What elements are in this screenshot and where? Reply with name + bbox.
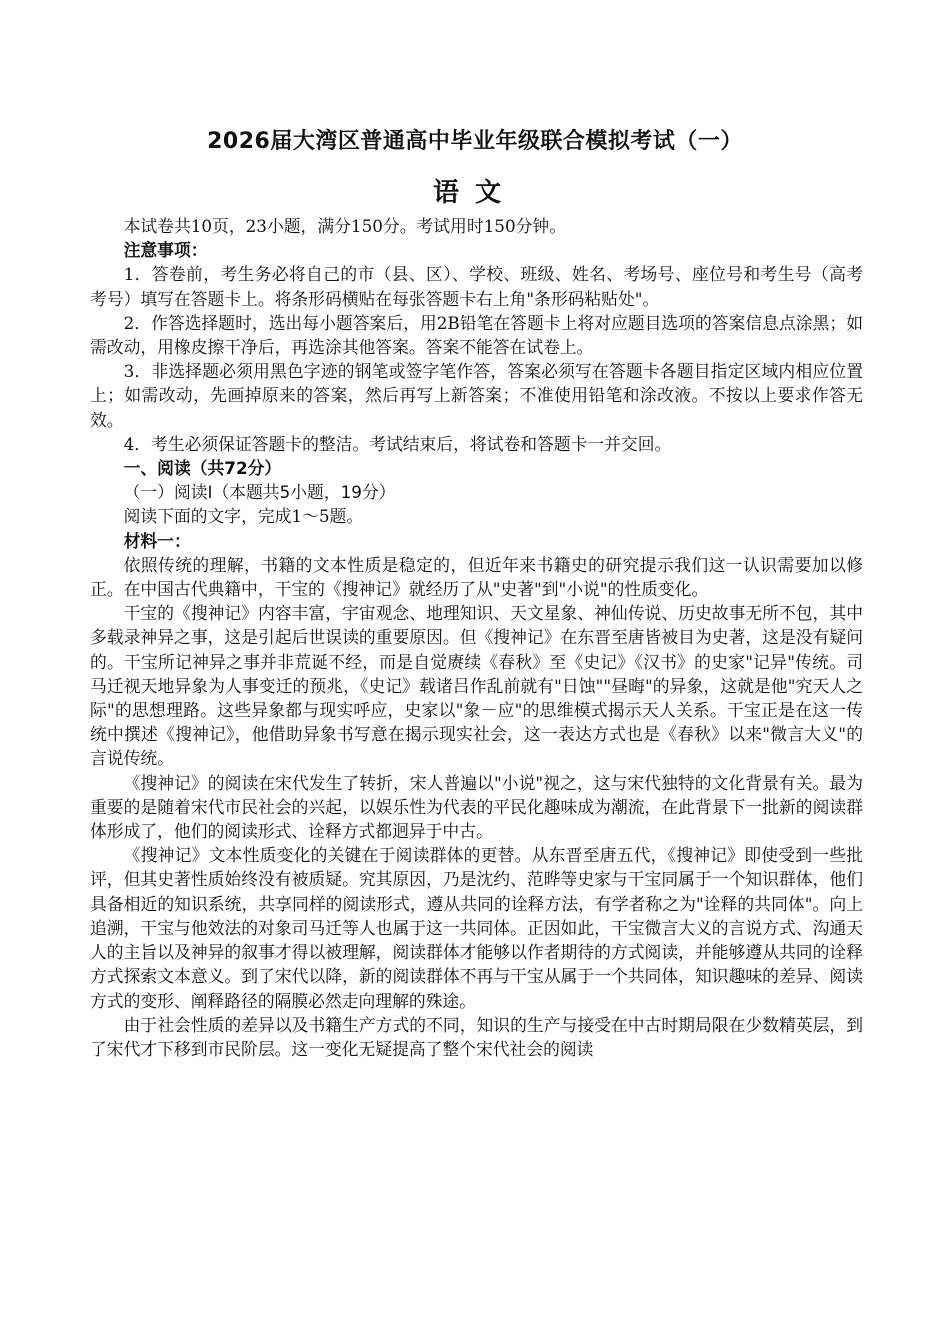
- notice-item-4: 4．考生必须保证答题卡的整洁。考试结束后，将试卷和答题卡一并交回。: [123, 433, 672, 454]
- material-paragraph: 干宝的《搜神记》内容丰富，宇宙观念、地理知识、天文星象、神仙传说、历史故事无所不包，其中多载录神异之事，这是引起后世误读的重要原因。但《搜神记》在东晋至唐皆被目为史著，这是没有疑问的。干宝所记神异之事并非荒诞不经，而是自觉赓续《春秋》至《史记》《汉书》的史家"记异"传统。司马迁视天地异象为人事变迁的预兆，《史记》载诸吕作乱前就有"日蚀""昼晦"的异象，这就是他"究天人之际"的思想理路。这些异象都与现实呼应，史家以"象－应"的思维模式揭示天人关系。干宝正是在这一传统中撰述《搜神记》，他借助异象书写意在揭示现实社会，这一表达方式也是《春秋》以来"微言大义"的言说传统。: [90, 603, 863, 769]
- material-paragraph: 《搜神记》的阅读在宋代发生了转折，宋人普遍以"小说"视之，这与宋代独特的文化背景有关。最为重要的是随着宋代市民社会的兴起，以娱乐性为代表的平民化趣味成为潮流，在此背景下一批新的阅读群体形成了，他们的阅读形式、诠释方式都迥异于中古。: [90, 772, 863, 842]
- material-paragraph: 由于社会性质的差异以及书籍生产方式的不同，知识的生产与接受在中古时期局限在少数精英层，到了宋代才下移到市民阶层。这一变化无疑提高了整个宋代社会的阅读: [90, 1014, 863, 1059]
- notice-item-3: 3．非选择题必须用黑色字迹的钢笔或签字笔作答，答案必须写在答题卡各题目指定区域内相应位置上；如需改动，先画掉原来的答案，然后再写上新答案；不准使用铅笔和涂改液。不按以上要求作答无效。: [90, 361, 863, 430]
- section-title: 一、阅读（共72分）: [123, 458, 282, 479]
- exam-summary: 本试卷共10页，23小题，满分150分。考试用时150分钟。: [123, 216, 566, 236]
- notice-item-2: 2．作答选择题时，选出每小题答案后，用2B铅笔在答题卡上将对应题目选项的答案信息点涂黑；如需改动，用橡皮擦干净后，再选涂其他答案。答案不能答在试卷上。: [90, 312, 863, 358]
- material-paragraph: 依照传统的理解，书籍的文本性质是稳定的，但近年来书籍史的研究提示我们这一认识需要加以修正。在中国古代典籍中，干宝的《搜神记》就经历了从"史著"到"小说"的性质变化。: [90, 554, 863, 600]
- subject-title: 语文: [432, 178, 517, 208]
- exam-content: [90, 214, 863, 1061]
- notice-item-1: 1．答卷前，考生务必将自己的市（县、区）、学校、班级、姓名、考场号、座位号和考生号（高考考号）填写在答题卡上。将条形码横贴在每张答题卡右上角"条形码粘贴处"。: [90, 264, 863, 309]
- part-title: （一）阅读Ⅰ（本题共5小题，19分）: [123, 482, 396, 503]
- reading-instruction: 阅读下面的文字，完成1～5题。: [123, 506, 364, 527]
- notice-heading: 注意事项：: [123, 240, 208, 261]
- material-label: 材料一：: [123, 530, 191, 551]
- exam-title: 2026届大湾区普通高中毕业年级联合模拟考试（一）: [207, 129, 743, 154]
- material-paragraph: 《搜神记》文本性质变化的关键在于阅读群体的更替。从东晋至唐五代，《搜神记》即使受到一些批评，但其史著性质始终没有被质疑。究其原因，乃是沈约、范晔等史家与干宝同属于一个知识群体，他们具备相近的知识系统，共享同样的阅读形式，遵从共同的诠释方法，有学者称之为"诠释的共同体"。向上追溯，干宝与他效法的对象司马迁等人也属于这一共同体。正因如此，干宝微言大义的言说方式、沟通天人的主旨以及神异的叙事才得以被理解，阅读群体才能够以作者期待的方式阅读，并能够遵从共同的诠释方式探索文本意义。到了宋代以降，新的阅读群体不再与干宝从属于一个共同体，知识趣味的差异、阅读方式的变形、阐释路径的隔膜必然走向理解的殊途。: [90, 845, 863, 1011]
